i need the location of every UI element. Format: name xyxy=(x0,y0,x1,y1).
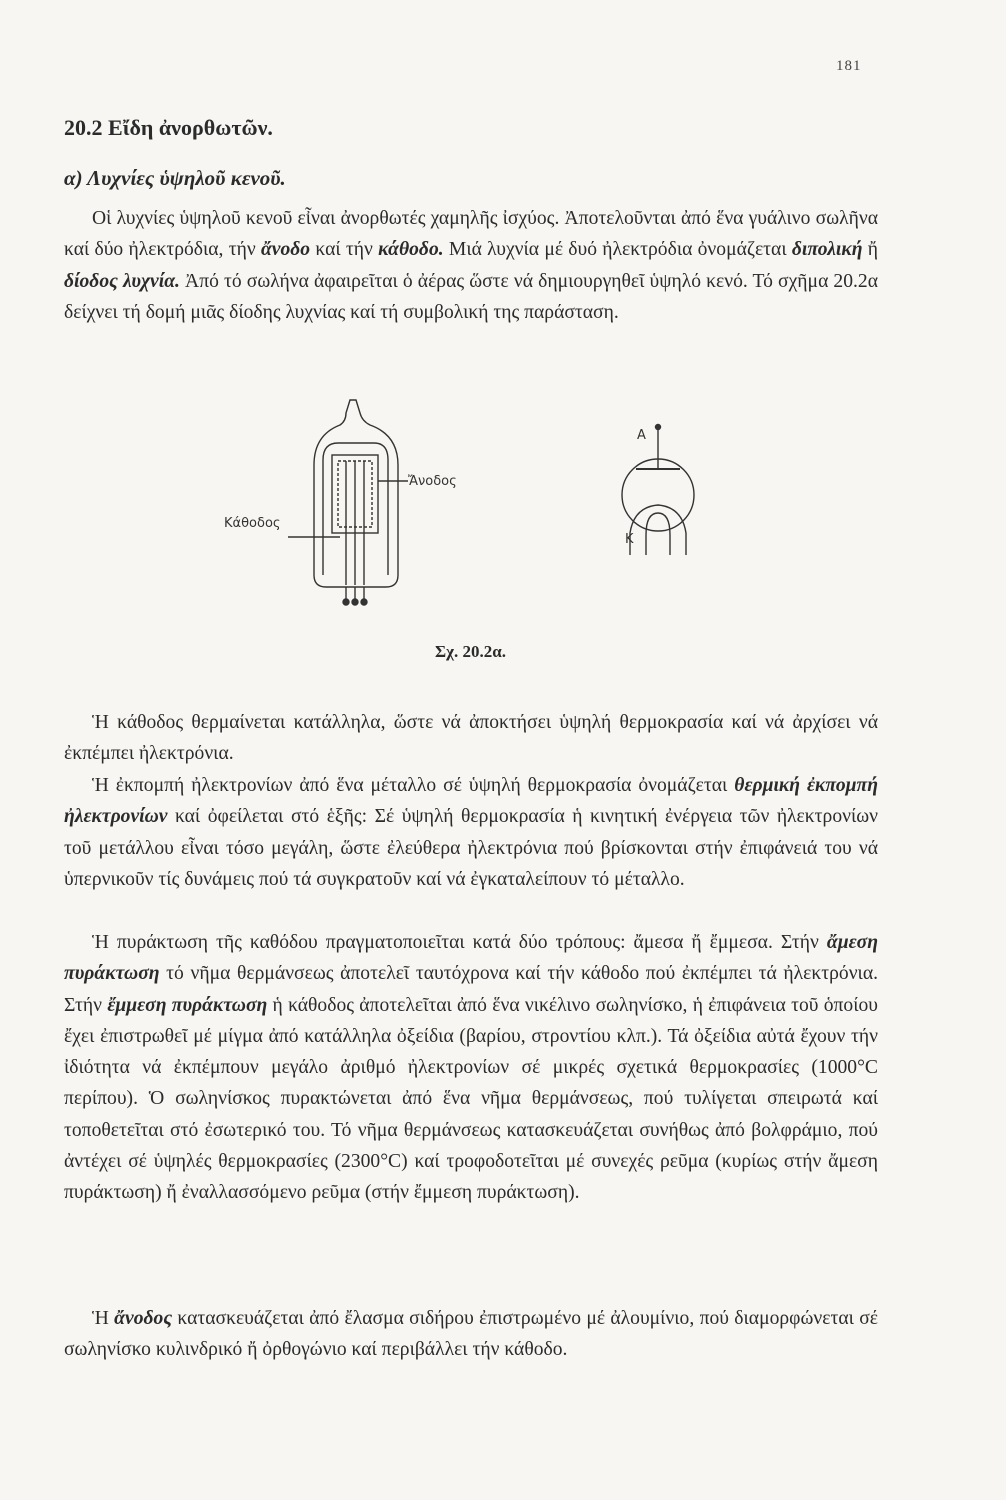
paragraph-anode xyxy=(64,1303,878,1366)
term-bipolar: διπολική xyxy=(791,239,863,261)
term-indirect-heating: ἔμμεση πυράκτωση xyxy=(107,994,268,1016)
diode-figure xyxy=(210,395,710,615)
term-direct-heating: ἄμεση πυράκτωση xyxy=(64,932,878,985)
text-run: Ἡ ἐκπομπή ἠλεκτρονίων ἀπό ἕνα μέταλλο σέ ὑψηλή θερμοκρασία ὀνομάζεται xyxy=(92,775,735,796)
text-run: Ἡ xyxy=(92,1308,115,1329)
paragraph-emission xyxy=(64,770,878,895)
paragraph-heating: Ἡ κάθοδος θερμαίνεται κατάλληλα, ὥστε νά ἀποκτήσει ὑψηλή θερμοκρασία καί νά ἀρχίσει νά ἐκπέμπει ἠλεκτρόνια. xyxy=(64,712,878,765)
text-run: ἤ xyxy=(862,239,878,261)
page-number: 181 xyxy=(836,58,862,74)
figure-caption: Σχ. 20.2α. xyxy=(435,642,506,661)
paragraph-heating-methods xyxy=(64,927,878,1209)
vacuum-tube-drawing xyxy=(288,400,408,605)
label-anode: Ἄνοδος xyxy=(408,474,457,489)
text-run: Ἀπό τό σωλήνα ἀφαιρεῖται ὁ ἀέρας ὥστε νά δημιουργηθεῖ ὑψηλό κενό. Τό σχῆμα 20.2α δείχνει τή δομή μιᾶς δίοδης λυχνίας καί τή συμβολική της παράσταση. xyxy=(64,270,878,323)
text-run: τό νῆμα θερμάνσεως ἀποτελεῖ ταυτόχρονα καί τήν κάθοδο πού ἐκπέμπει τά ἠλεκτρόνια. Στήν xyxy=(64,963,878,1016)
text-run: ἡ κάθοδος ἀποτελεῖται ἀπό ἕνα νικέλινο σωληνίσκο, ἡ ἐπιφάνεια τοῦ ὁποίου ἔχει ἐπιστρωθεῖ μέ μίγμα ἀπό κατάλληλα ὀξείδια (βαρίου, στροντίου κλπ.). Τά ὀξείδια αὐτά ἔχουν τήν ἰδιότητα νά ἐκπέμπουν μεγάλο ἀριθμό ἠλεκτρονίων σέ μικρές σχετικά θερμοκρασίες (1000°C περίπου). Ὁ σωληνίσκος πυρακτώνεται ἀπό ἕνα νῆμα θερμάνσεως, πού τυλίγεται σπειρωτά καί τοποθετεῖται στό ἐσωτερικό του. Τό νῆμα θερμάνσεως κατασκευάζεται συνήθως ἀπό βολφράμιο, πού ἀντέχει σέ ὑψηλές θερμοκρασίες (2300°C) καί τροφοδοτεῖται μέ συνεχές ρεῦμα (κυρίως στήν ἄμεση πυράκτωση) ἤ ἐναλλασσόμενο ρεῦμα (στήν ἔμμεση πυράκτωση). xyxy=(64,994,878,1204)
symbol-label-cathode: Κ xyxy=(625,532,634,547)
term-diode: δίοδος λυχνία. xyxy=(64,270,180,292)
term-cathode: κάθοδο. xyxy=(378,239,444,261)
term-thermal-emission: θερμική ἐκπομπή ἠλεκτρονίων xyxy=(64,775,878,828)
term-anode: ἄνοδο xyxy=(260,239,311,261)
label-cathode: Κάθοδος xyxy=(224,516,281,531)
text-run: Οἱ λυχνίες ὑψηλοῦ κενοῦ εἶναι ἀνορθωτές χαμηλῆς ἰσχύος. Ἀποτελοῦνται ἀπό ἕνα γυάλινο σωλῆνα καί δύο ἠλεκτρόδια, τήν xyxy=(64,208,878,261)
text-run: κατασκευάζεται ἀπό ἔλασμα σιδήρου ἐπιστρωμένο μέ ἀλουμίνιο, πού διαμορφώνεται σέ σωληνίσκο κυλινδρικό ἤ ὀρθογώνιο καί περιβάλλει τήν κάθοδο. xyxy=(64,1308,878,1361)
term-anode: ἄνοδος xyxy=(114,1308,173,1329)
text-run: Μιά λυχνία μέ δυό ἠλεκτρόδια ὀνομάζεται xyxy=(443,239,792,261)
symbol-label-anode: Α xyxy=(637,428,646,443)
text-run: καί ὀφείλεται στό ἑξῆς: Σέ ὑψηλή θερμοκρασία ἡ κινητική ἐνέργεια τῶν ἠλεκτρονίων τοῦ μετάλλου εἶναι τόσο μεγάλη, ὥστε ἐλεύθερα ἠλεκτρόνια πού βρίσκονται στήν ἐπιφάνειά του νά ὑπερνικοῦν τίς δυνάμεις πού τά συγκρατοῦν καί νά ἐγκαταλείπουν τό μέταλλο. xyxy=(64,806,878,890)
subsection-title: α) Λυχνίες ὑψηλοῦ κενοῦ. xyxy=(64,166,286,190)
text-run: Ἡ πυράκτωση τῆς καθόδου πραγματοποιεῖται κατά δύο τρόπους: ἄμεσα ἤ ἔμμεσα. Στήν xyxy=(92,932,827,953)
paragraph-intro xyxy=(64,203,878,328)
section-title: 20.2 Εἴδη ἀνορθωτῶν. xyxy=(64,115,273,140)
text-run: καί τήν xyxy=(310,239,379,261)
